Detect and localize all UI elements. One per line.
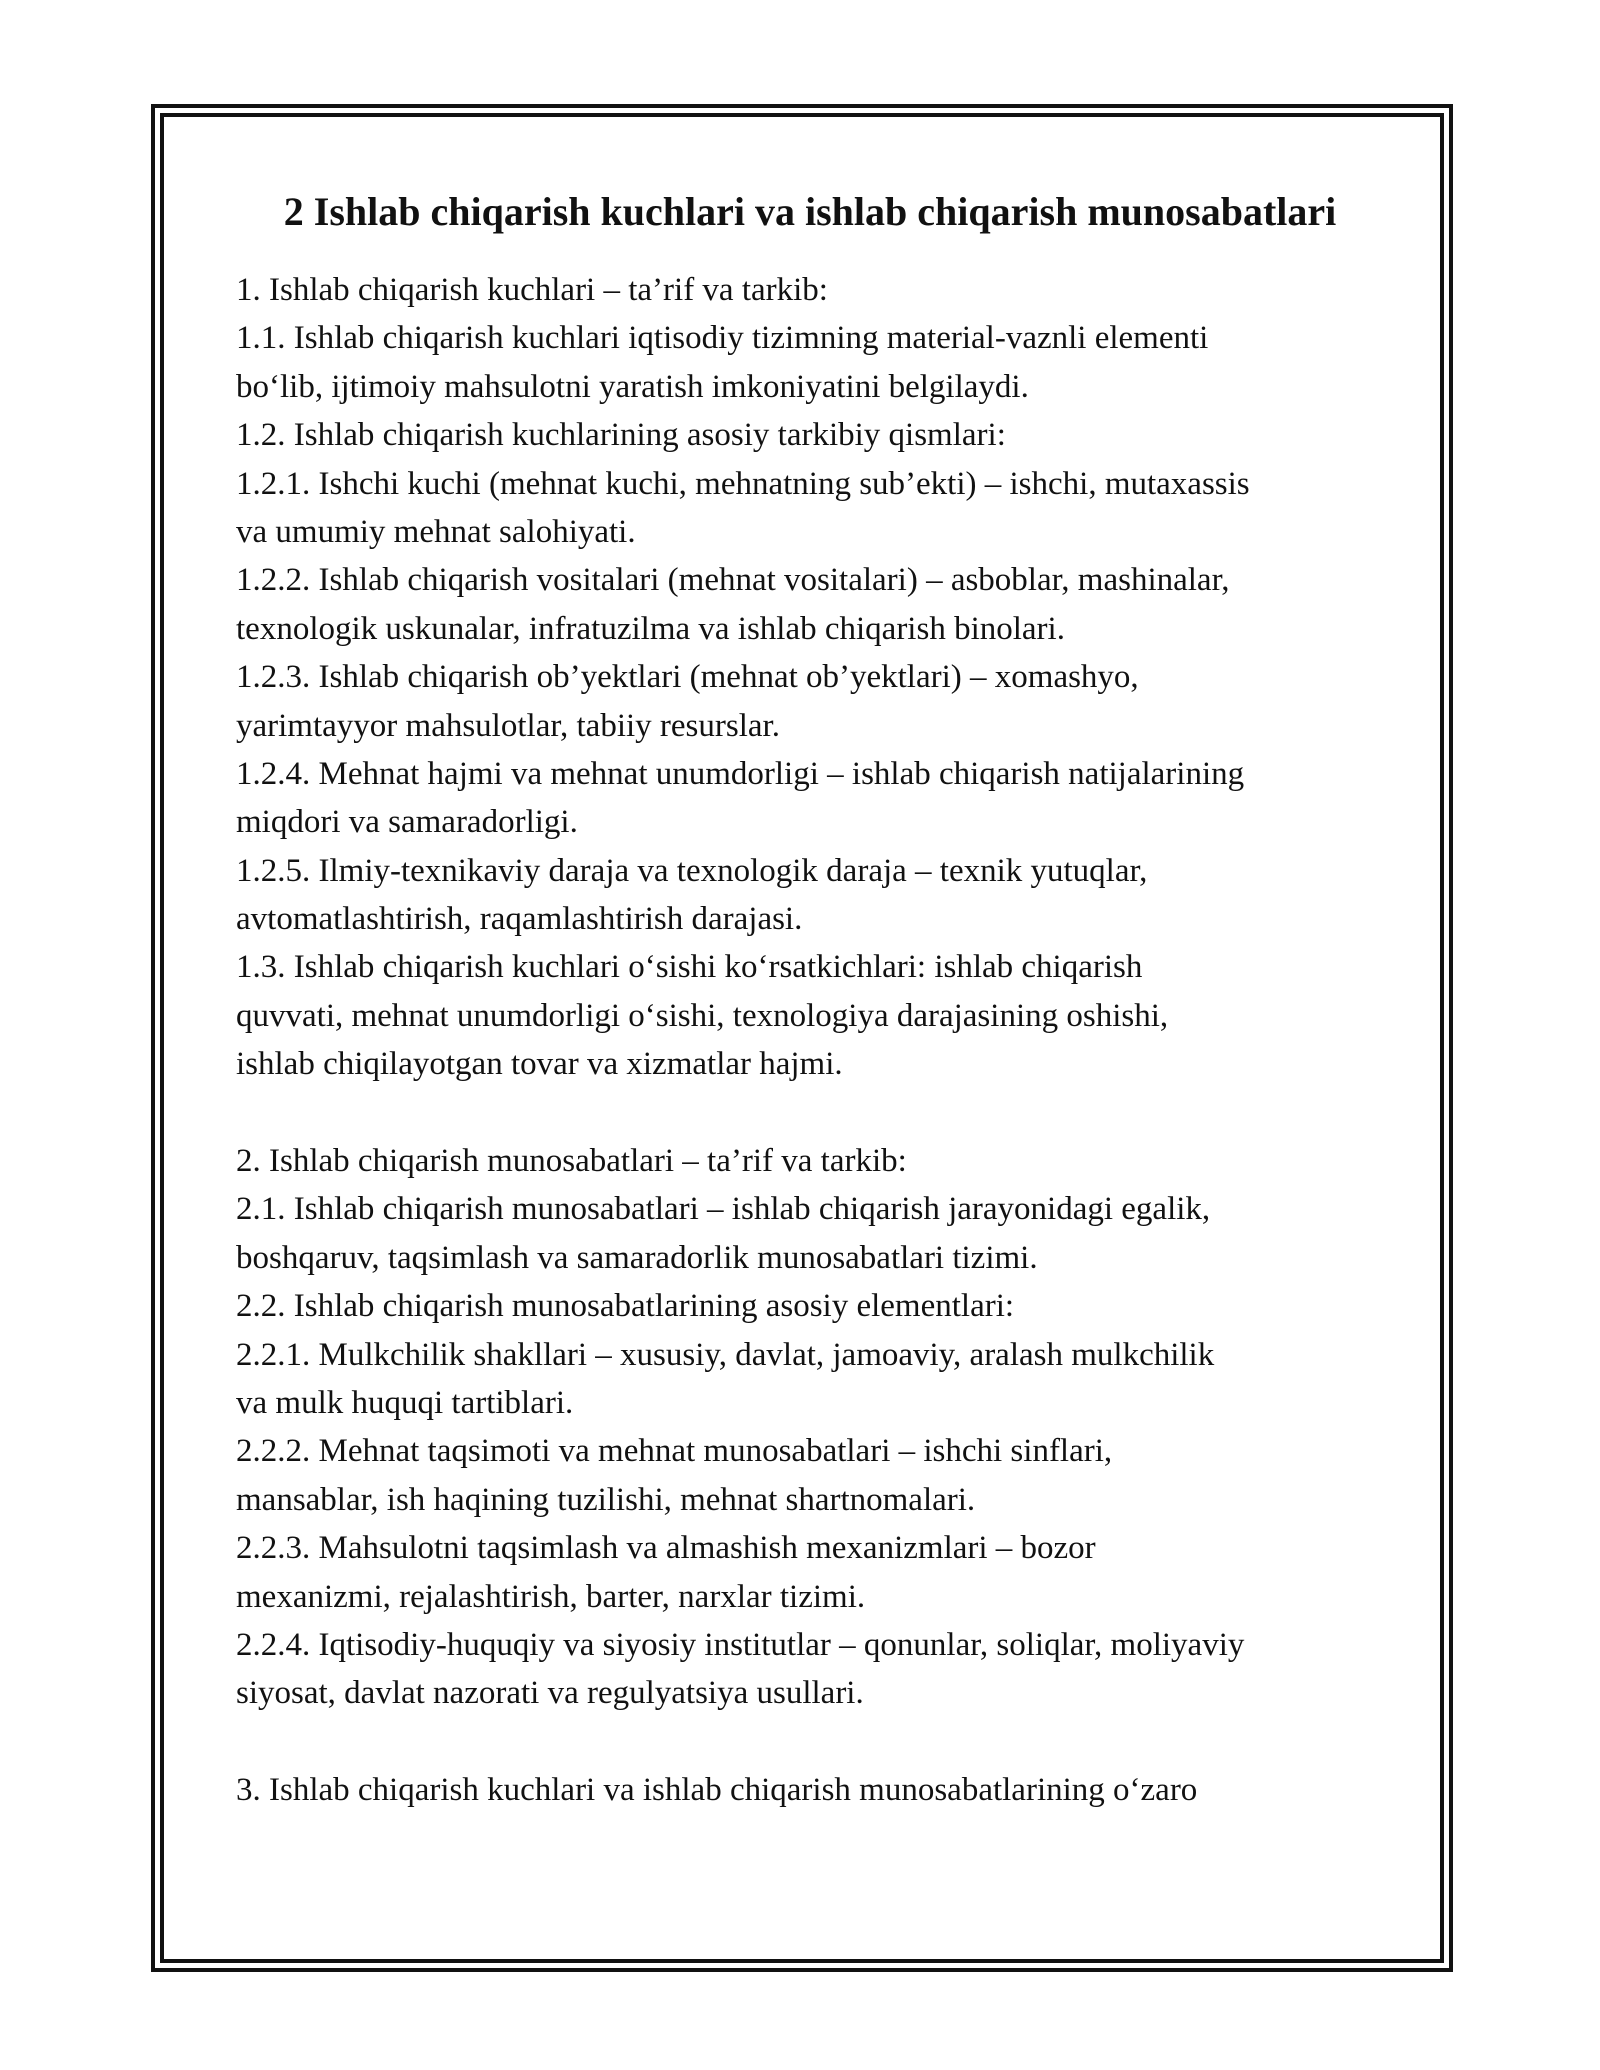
text-line: 2. Ishlab chiqarish munosabatlari – ta’rif va tarkib: (236, 1143, 907, 1180)
text-line: miqdori va samaradorligi. (236, 804, 578, 841)
text-line: 1.2.3. Ishlab chiqarish ob’yektlari (mehnat ob’yektlari) – xomashyo, (236, 659, 1139, 696)
text-line: 1.3. Ishlab chiqarish kuchlari o‘sishi ko‘rsatkichlari: ishlab chiqarish (236, 949, 1143, 986)
text-line: 1.2. Ishlab chiqarish kuchlarining asosiy tarkibiy qismlari: (236, 417, 1006, 454)
text-line: 1.2.5. Ilmiy-texnikaviy daraja va texnologik daraja – texnik yutuqlar, (236, 852, 1148, 889)
text-line: 2.2.3. Mahsulotni taqsimlash va almashish mexanizmlari – bozor (236, 1530, 1096, 1567)
page-title: 2 Ishlab chiqarish kuchlari va ishlab chiqarish munosabatlari (283, 189, 1337, 234)
text-line: ishlab chiqilayotgan tovar va xizmatlar hajmi. (236, 1046, 843, 1083)
text-line: siyosat, davlat nazorati va regulyatsiya usullari. (236, 1675, 864, 1712)
text-line: 1.1. Ishlab chiqarish kuchlari iqtisodiy tizimning material-vaznli elementi (236, 320, 1209, 357)
text-line: yarimtayyor mahsulotlar, tabiiy resurslar. (236, 707, 780, 744)
text-line: 3. Ishlab chiqarish kuchlari va ishlab chiqarish munosabatlarining o‘zaro (236, 1772, 1198, 1809)
document-body (236, 266, 1386, 1815)
text-line: 1. Ishlab chiqarish kuchlari – ta’rif va tarkib: (236, 272, 828, 308)
text-line: 2.2.2. Mehnat taqsimoti va mehnat munosabatlari – ishchi sinflari, (236, 1433, 1113, 1470)
blank-line (236, 1089, 1386, 1137)
text-line: 2.1. Ishlab chiqarish munosabatlari – ishlab chiqarish jarayonidagi egalik, (236, 1191, 1211, 1228)
text-line: 1.2.1. Ishchi kuchi (mehnat kuchi, mehnatning sub’ekti) – ishchi, mutaxassis (236, 465, 1250, 502)
text-line: bo‘lib, ijtimoiy mahsulotni yaratish imkoniyatini belgilaydi. (236, 368, 1029, 405)
text-line: mansablar, ish haqining tuzilishi, mehnat shartnomalari. (236, 1481, 976, 1518)
text-line: va umumiy mehnat salohiyati. (236, 513, 636, 550)
text-line: 2.2. Ishlab chiqarish munosabatlarining asosiy elementlari: (236, 1288, 1015, 1325)
text-line: texnologik uskunalar, infratuzilma va ishlab chiqarish binolari. (236, 610, 1065, 647)
text-line: 2.2.1. Mulkchilik shakllari – xususiy, davlat, jamoaviy, aralash mulkchilik (236, 1336, 1215, 1373)
blank-line (236, 1718, 1386, 1766)
text-line: avtomatlashtirish, raqamlashtirish darajasi. (236, 901, 803, 938)
text-line: 2.2.4. Iqtisodiy-huquqiy va siyosiy institutlar – qonunlar, soliqlar, moliyaviy (236, 1626, 1245, 1663)
text-line: boshqaruv, taqsimlash va samaradorlik munosabatlari tizimi. (236, 1239, 1038, 1276)
text-line: quvvati, mehnat unumdorligi o‘sishi, texnologiya darajasining oshishi, (236, 997, 1169, 1034)
text-line: 1.2.2. Ishlab chiqarish vositalari (mehnat vositalari) – asboblar, mashinalar, (236, 562, 1230, 599)
text-line: va mulk huquqi tartiblari. (236, 1384, 574, 1421)
text-line: 1.2.4. Mehnat hajmi va mehnat unumdorligi – ishlab chiqarish natijalarining (236, 755, 1245, 792)
text-line: mexanizmi, rejalashtirish, barter, narxlar tizimi. (236, 1578, 866, 1615)
